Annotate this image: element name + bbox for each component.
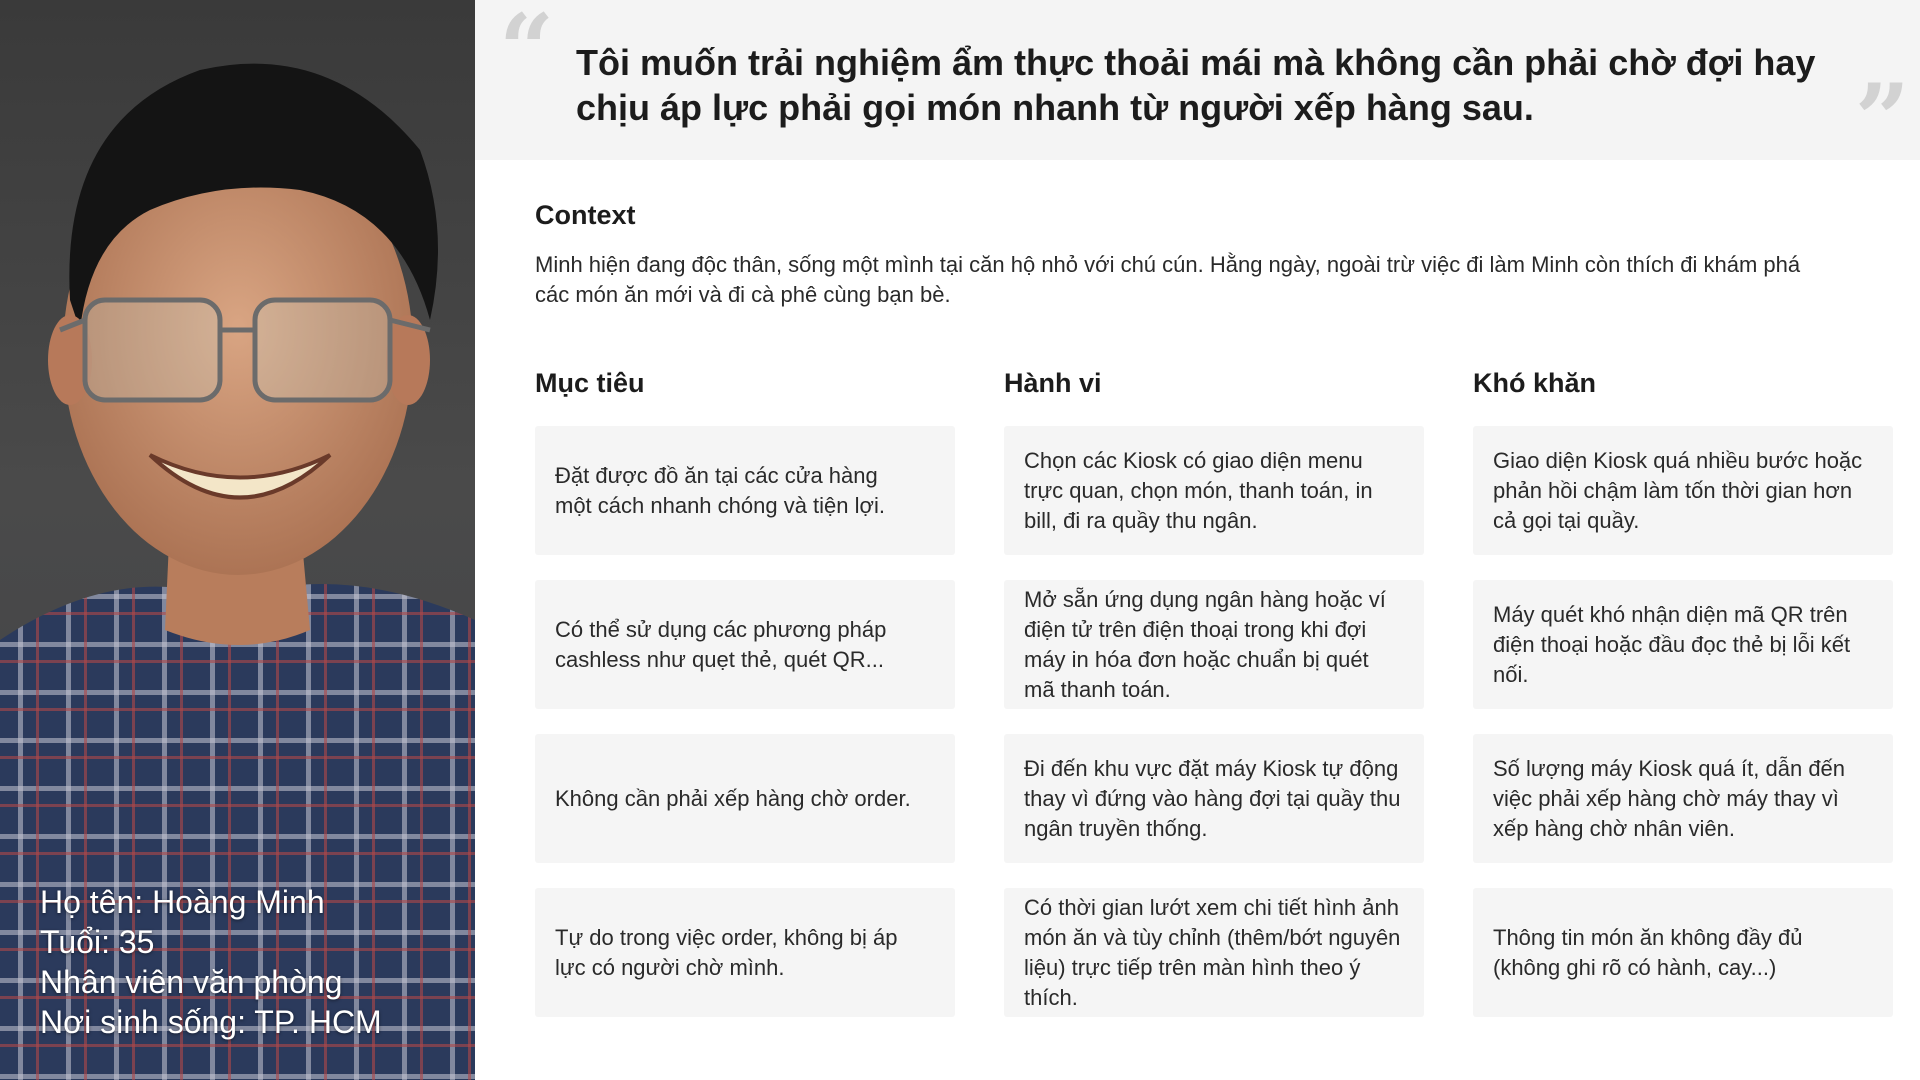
goal-card: Không cần phải xếp hàng chờ order.	[535, 734, 955, 863]
behavior-card: Có thời gian lướt xem chi tiết hình ảnh món ăn và tùy chỉnh (thêm/bớt nguyên liệu) trực tiếp trên màn hình theo ý thích.	[1004, 888, 1424, 1017]
context-title: Context	[535, 200, 636, 230]
behavior-card: Chọn các Kiosk có giao diện menu trực quan, chọn món, thanh toán, in bill, đi ra quầy thu ngân.	[1004, 426, 1424, 555]
pains-title: Khó khăn	[1473, 368, 1597, 398]
goal-card: Có thể sử dụng các phương pháp cashless như quẹt thẻ, quét QR...	[535, 580, 955, 709]
pains-column	[1473, 366, 1893, 1042]
goals-column	[535, 366, 955, 1042]
goal-card: Tự do trong việc order, không bị áp lực có người chờ mình.	[535, 888, 955, 1017]
behavior-card: Đi đến khu vực đặt máy Kiosk tự động thay vì đứng vào hàng đợi tại quầy thu ngân truyền thống.	[1004, 734, 1424, 863]
quote-text: Tôi muốn trải nghiệm ẩm thực thoải mái mà không cần phải chờ đợi hay chịu áp lực phải gọi món nhanh từ người xếp hàng sau.	[576, 42, 1816, 128]
pain-card: Giao diện Kiosk quá nhiều bước hoặc phản hồi chậm làm tốn thời gian hơn cả gọi tại quầy.	[1473, 426, 1893, 555]
persona-location: Nơi sinh sống: TP. HCM	[40, 1004, 382, 1040]
pain-card: Máy quét khó nhận diện mã QR trên điện thoại hoặc đầu đọc thẻ bị lỗi kết nối.	[1473, 580, 1893, 709]
close-quote-icon: ”	[1854, 63, 1910, 176]
quote-banner	[475, 0, 1920, 176]
persona-age: Tuổi: 35	[40, 924, 155, 960]
behavior-card: Mở sẵn ứng dụng ngân hàng hoặc ví điện tử trên điện thoại trong khi đợi máy in hóa đơn hoặc chuẩn bị quét mã thanh toán.	[1004, 580, 1424, 709]
goal-card: Đặt được đồ ăn tại các cửa hàng một cách nhanh chóng và tiện lợi.	[535, 426, 955, 555]
open-quote-icon: “	[499, 0, 555, 106]
pain-card: Thông tin món ăn không đầy đủ (không ghi rõ có hành, cay...)	[1473, 888, 1893, 1017]
goals-title: Mục tiêu	[535, 368, 645, 398]
behaviors-column	[1004, 366, 1424, 1042]
pain-card: Số lượng máy Kiosk quá ít, dẫn đến việc phải xếp hàng chờ máy thay vì xếp hàng chờ nhân viên.	[1473, 734, 1893, 863]
persona-info	[40, 882, 382, 1042]
behaviors-title: Hành vi	[1004, 368, 1102, 398]
context-body: Minh hiện đang độc thân, sống một mình tại căn hộ nhỏ với chú cún. Hằng ngày, ngoài trừ việc đi làm Minh còn thích đi khám phá các món ăn mới và đi cà phê cùng bạn bè.	[535, 252, 1801, 307]
persona-name: Họ tên: Hoàng Minh	[40, 884, 325, 920]
persona-job: Nhân viên văn phòng	[40, 964, 343, 1000]
persona-portrait	[0, 0, 475, 1080]
